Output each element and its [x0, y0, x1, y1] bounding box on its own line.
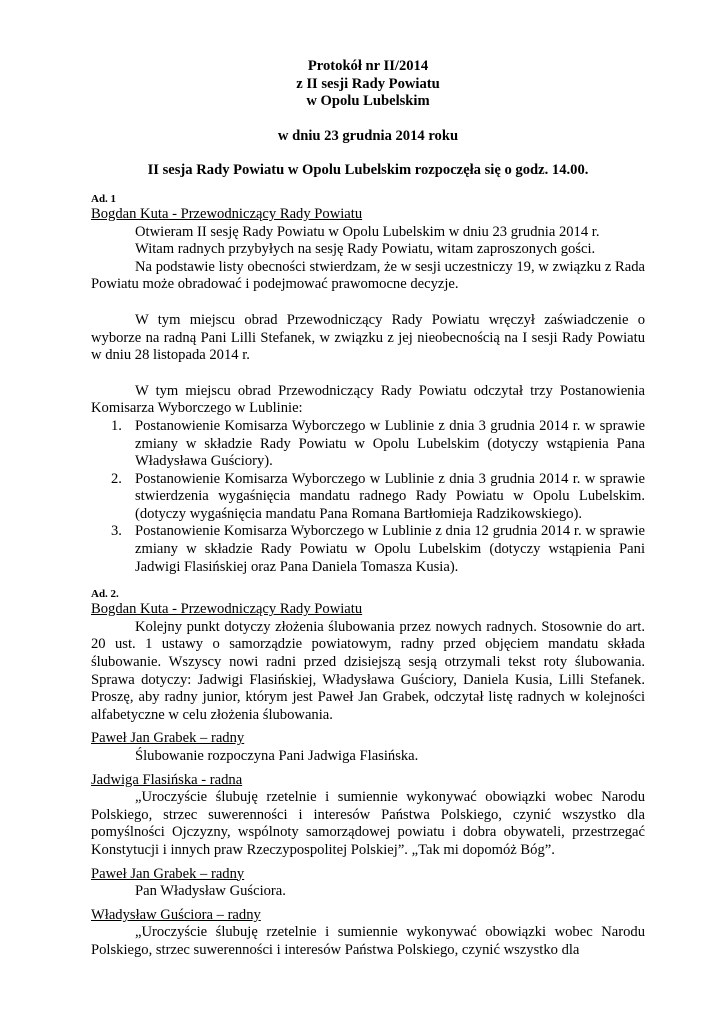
location-subtitle: w Opolu Lubelskim — [306, 93, 430, 110]
session-start-line: II sesja Rady Powiatu w Opolu Lubelskim rozpoczęła się o godz. 14.00. — [147, 162, 589, 179]
paragraph: Ślubowanie rozpoczyna Pani Jadwiga Flasińska. — [135, 748, 419, 764]
paragraph: Pan Władysław Guściora. — [135, 883, 286, 900]
list-item — [91, 418, 645, 471]
session-subtitle: z II sesji Rady Powiatu — [296, 75, 440, 92]
list-item — [91, 523, 645, 576]
oath-text: „Uroczyście ślubuję rzetelnie i sumiennie wykonywać obowiązki wobec Narodu Polskiego, strzec suwerenności i interesów Państwa Polskiego, czynić wszystko dla — [91, 924, 645, 958]
session-date: w dniu 23 grudnia 2014 roku — [277, 127, 459, 144]
agenda-item-1-label: Ad. 1 — [91, 192, 117, 205]
list-item-number: 3. — [111, 523, 122, 540]
protocol-title: Protokół nr II/2014 — [307, 58, 429, 74]
paragraph: Otwieram II sesję Rady Powiatu w Opolu Lubelskim w dniu 23 grudnia 2014 r. — [135, 223, 600, 240]
paragraph: W tym miejscu obrad Przewodniczący Rady Powiatu wręczył zaświadczenie o wyborze na radną Pani Lilli Stefanek, w związku z jej nieobecnością na I sesji Rady Powiatu w dniu 28 listopada 2014 r. — [91, 311, 645, 364]
paragraph: Witam radnych przybyłych na sesję Rady Powiatu, witam zaproszonych gości. — [135, 241, 596, 258]
speaker-name: Paweł Jan Grabek – radny — [91, 730, 245, 747]
document-page — [91, 58, 645, 960]
speaker-name: Bogdan Kuta - Przewodniczący Rady Powiatu — [91, 601, 363, 618]
speaker-name: Paweł Jan Grabek – radny — [91, 865, 245, 882]
paragraph: Na podstawie listy obecności stwierdzam, że w sesji uczestniczy 19, w związku z Rada Powiatu może obradować i podejmować prawomocne decyzje. — [91, 258, 645, 293]
document-title-block — [91, 58, 645, 180]
list-item-text: Postanowienie Komisarza Wyborczego w Lublinie z dnia 3 grudnia 2014 r. w sprawie stwierdzenia wygaśnięcia mandatu radnego Rady Powiatu w Opolu Lubelskim. (dotyczy wygaśnięcia mandatu Pana Romana Bartłomieja Radzikowskiego). — [135, 470, 645, 522]
paragraph: Kolejny punkt dotyczy złożenia ślubowania przez nowych radnych. Stosownie do art. 20 ust. 1 ustawy o samorządzie powiatowym, radny przed objęciem mandatu składa ślubowanie. Wszyscy nowi radni przed dzisiejszą sesją otrzymali tekst roty ślubowania. Sprawa dotyczy: Jadwigi Flasińskiej, Władysława Guściory, Daniela Kusia, Lilli Stefanek. Proszę, aby radny junior, którym jest Paweł Jan Grabek, odczytał listę radnych w kolejności alfabetyczne w celu złożenia ślubowania. — [91, 618, 645, 723]
list-item-text: Postanowienie Komisarza Wyborczego w Lublinie z dnia 3 grudnia 2014 r. w sprawie zmiany w składzie Rady Powiatu w Opolu Lubelskim (dotyczy wstąpienia Pana Władysława Guściory). — [135, 417, 645, 470]
speaker-name: Władysław Guściora – radny — [91, 906, 261, 923]
resolutions-list — [91, 418, 645, 576]
list-item-number: 2. — [111, 470, 122, 487]
list-item — [91, 471, 645, 524]
speaker-name: Jadwiga Flasińska - radna — [91, 771, 243, 788]
paragraph: W tym miejscu obrad Przewodniczący Rady Powiatu odczytał trzy Postanowienia Komisarza Wyborczego w Lublinie: — [91, 382, 645, 417]
agenda-item-2-label: Ad. 2. — [91, 588, 119, 601]
list-item-text: Postanowienie Komisarza Wyborczego w Lublinie z dnia 12 grudnia 2014 r. w sprawie zmiany w składzie Rady Powiatu w Opolu Lubelskim (dotyczy wstąpienia Pani Jadwigi Flasińskiej oraz Pana Daniela Tomasza Kusia). — [135, 523, 645, 575]
speaker-name: Bogdan Kuta - Przewodniczący Rady Powiatu — [91, 205, 363, 222]
list-item-number: 1. — [111, 417, 122, 434]
oath-text: „Uroczyście ślubuję rzetelnie i sumiennie wykonywać obowiązki wobec Narodu Polskiego, strzec suwerenności i interesów Państwa Polskiego, czynić wszystko dla pomyślności Ojczyzny, wspólnoty samorządowej powiatu i dobra obywateli, przestrzegać Konstytucji i innych praw Rzeczypospolitej Polskiej”. „Tak mi dopomóż Bóg”. — [91, 789, 645, 858]
